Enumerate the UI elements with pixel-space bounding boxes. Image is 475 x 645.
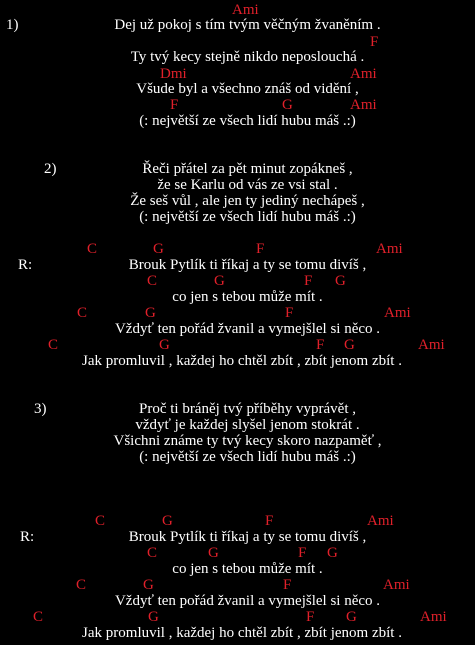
- lyric-line: Vždyť ten pořád žvanil a vymejšlel si něco .: [114, 593, 381, 609]
- chord: G: [145, 305, 156, 321]
- lyric-line: vždyť je každej slyšel jenom stokrát .: [135, 417, 360, 433]
- lyric-line: že se Karlu od vás ze vsi stal .: [157, 177, 338, 193]
- chord: G: [208, 545, 219, 561]
- verse-label: 1): [6, 17, 19, 33]
- chord: F: [265, 513, 274, 529]
- lyric-line: (: největší ze všech lidí hubu máš .:): [139, 209, 356, 225]
- lyric-line: Všude byl a všechno znáš od vidění ,: [136, 81, 359, 97]
- lyric-line: (: největší ze všech lidí hubu máš .:): [139, 449, 356, 465]
- chord: C: [95, 513, 106, 529]
- chorus-label: R:: [20, 529, 35, 545]
- chord: G: [153, 241, 164, 257]
- chord: C: [48, 337, 59, 353]
- lyric-line: Řeči přátel za pět minut zopákneš ,: [142, 161, 353, 177]
- chord: F: [283, 577, 292, 593]
- lyric-line: Že seš vůl , ale jen ty jediný nechápeš ,: [130, 193, 365, 209]
- chord: Ami: [418, 337, 445, 353]
- chord: G: [346, 609, 357, 625]
- lyric-line: Ty tvý kecy stejně nikdo neposlouchá .: [130, 49, 365, 65]
- chord: C: [76, 577, 87, 593]
- lyric-line: Jak promluvil , každej ho chtěl zbít , zbít jenom zbít .: [82, 625, 402, 641]
- chord: G: [162, 513, 173, 529]
- chord: Ami: [383, 577, 410, 593]
- lyric-line: Proč ti bráněj tvý příběhy vyprávět ,: [138, 401, 357, 417]
- lyric-line: (: největší ze všech lidí hubu máš .:): [139, 113, 356, 129]
- chord: C: [87, 241, 98, 257]
- chord: Ami: [350, 66, 377, 82]
- chord: G: [327, 545, 338, 561]
- lyric-line: Brouk Pytlík ti říkaj a ty se tomu divíš ,: [128, 257, 367, 273]
- chord: F: [370, 34, 379, 50]
- lyric-line: Vždyť ten pořád žvanil a vymejšlel si něco .: [114, 321, 381, 337]
- verse-label: 3): [34, 401, 47, 417]
- chord: F: [316, 337, 325, 353]
- lyric-line: co jen s tebou může mít .: [172, 289, 323, 305]
- chord: Ami: [232, 2, 259, 18]
- chord: F: [306, 609, 315, 625]
- chord: F: [298, 545, 307, 561]
- chord: G: [335, 273, 346, 289]
- chord: C: [147, 273, 158, 289]
- chord: G: [344, 337, 355, 353]
- chord: G: [159, 337, 170, 353]
- lyric-line: Všichni známe ty tvý kecy skoro nazpaměť ,: [113, 433, 382, 449]
- chord: Ami: [420, 609, 447, 625]
- chord: C: [77, 305, 88, 321]
- verse-label: 2): [44, 161, 57, 177]
- chorus-label: R:: [18, 257, 33, 273]
- chord: G: [214, 273, 225, 289]
- chord: C: [33, 609, 44, 625]
- chord: G: [282, 97, 293, 113]
- chord: F: [304, 273, 313, 289]
- lyric-line: Dej už pokoj s tím tvým věčným žvaněním .: [114, 17, 381, 33]
- chord: G: [143, 577, 154, 593]
- chord: G: [148, 609, 159, 625]
- chord: C: [147, 545, 158, 561]
- lyric-line: Brouk Pytlík ti říkaj a ty se tomu divíš ,: [128, 529, 367, 545]
- lyric-line: Jak promluvil , každej ho chtěl zbít , zbít jenom zbít .: [82, 353, 402, 369]
- chord: F: [285, 305, 294, 321]
- chord: Dmi: [160, 66, 187, 82]
- lyric-line: co jen s tebou může mít .: [172, 561, 323, 577]
- chord: F: [256, 241, 265, 257]
- chord: Ami: [376, 241, 403, 257]
- chord: Ami: [350, 97, 377, 113]
- chord: Ami: [367, 513, 394, 529]
- chord: Ami: [384, 305, 411, 321]
- chord: F: [170, 97, 179, 113]
